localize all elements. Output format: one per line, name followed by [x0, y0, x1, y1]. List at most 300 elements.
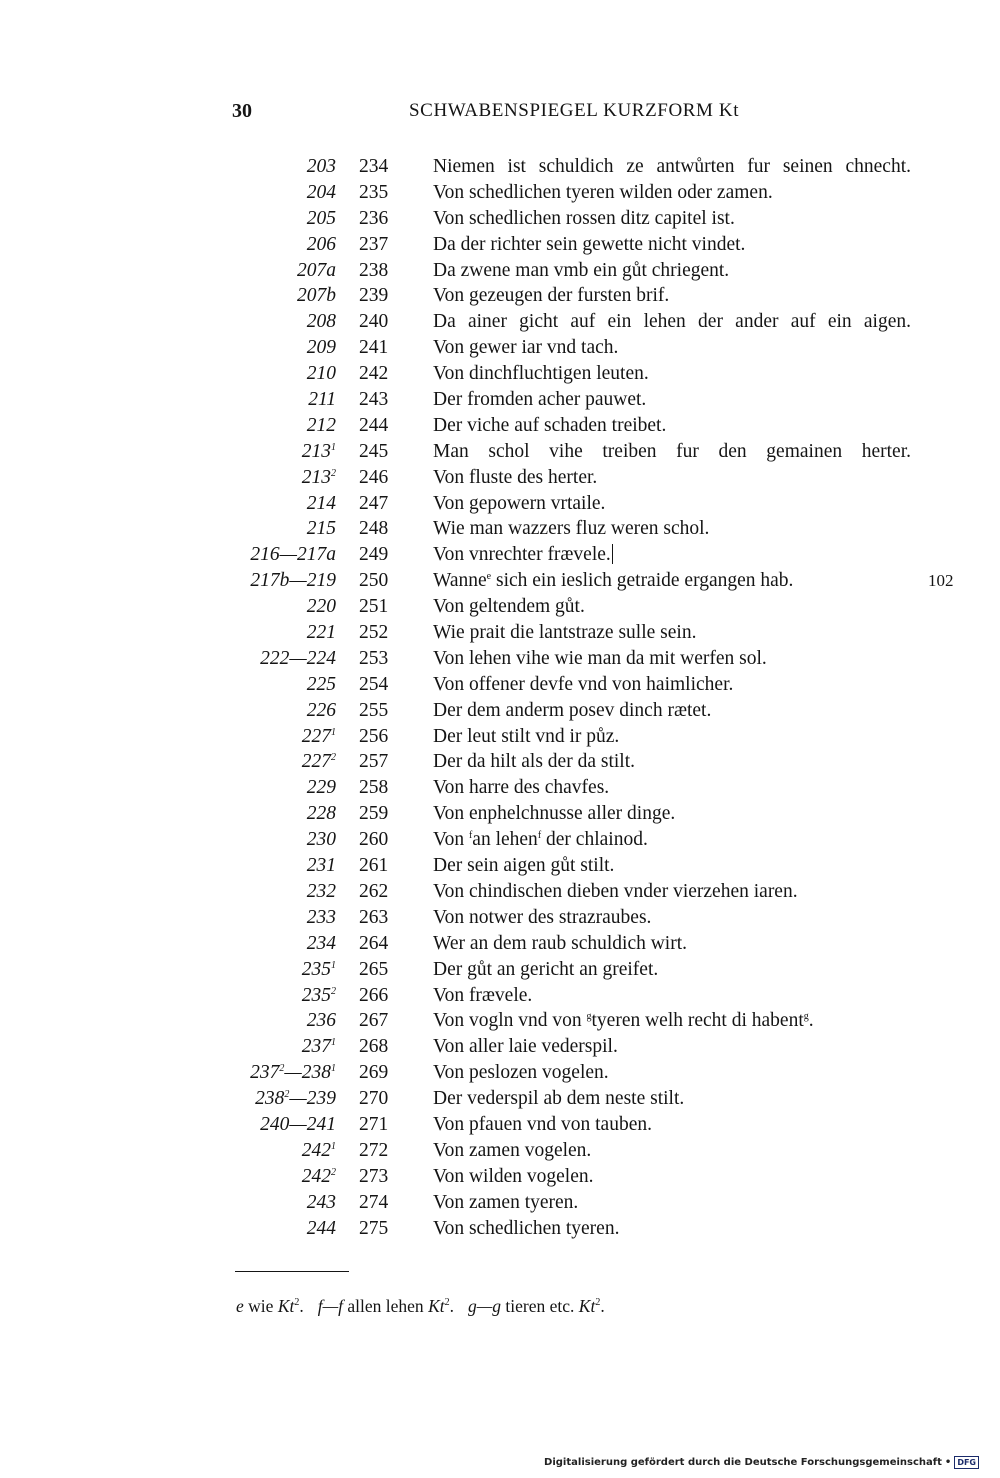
chapter-number: 250	[359, 570, 389, 592]
footnote-end: .	[600, 1296, 605, 1316]
chapter-title-text: Da der richter sein gewette nicht vindet.	[433, 233, 746, 255]
source-chapter-superscript: 2	[331, 985, 336, 997]
footnote	[468, 1296, 605, 1316]
source-chapter-number	[307, 491, 336, 517]
chapter-title	[433, 646, 767, 672]
funding-notice-text: Digitalisierung gefördert durch die Deutsche Forschungsgemeinschaft	[544, 1456, 942, 1468]
footnote	[236, 1296, 304, 1316]
list-item	[0, 361, 1000, 387]
chapter-title	[433, 387, 646, 413]
source-chapter-main: 211	[308, 389, 336, 411]
chapter-number: 268	[359, 1036, 389, 1058]
footnote-reference-superscript: 2	[595, 1297, 601, 1308]
chapter-title	[433, 620, 696, 646]
chapter-title-prefix: Von vogln vnd von	[433, 1010, 587, 1032]
chapter-title	[433, 1060, 609, 1086]
list-item	[0, 1060, 1000, 1086]
source-chapter-number	[307, 879, 336, 905]
list-item	[0, 724, 1000, 750]
source-chapter-main: 208	[306, 311, 336, 333]
chapter-title-text: Von fluste des herter.	[433, 466, 598, 488]
source-chapter-number	[255, 1086, 336, 1112]
source-chapter-number	[307, 672, 336, 698]
chapter-number: 235	[359, 181, 389, 203]
source-chapter-main: 234	[306, 932, 336, 954]
source-chapter-main: 210	[306, 363, 336, 385]
footnote-text: wie	[243, 1296, 278, 1316]
chapter-number: 254	[359, 673, 389, 695]
source-chapter-main: 242	[301, 1139, 331, 1161]
chapter-title-text: Wer an dem raub schuldich wirt.	[433, 932, 688, 954]
list-item	[0, 180, 1000, 206]
chapter-title-prefix: Von	[433, 829, 469, 851]
source-chapter-main: 226	[306, 699, 336, 721]
chapter-number: 249	[359, 544, 389, 566]
source-chapter-range: —239	[289, 1088, 336, 1110]
source-chapter-main: 216—217a	[250, 544, 336, 566]
chapter-title	[433, 232, 745, 258]
chapter-title-text: Von gewer iar vnd tach.	[433, 337, 619, 359]
chapter-title-text: sich ein ieslich getraide ergangen hab.	[491, 570, 794, 592]
source-chapter-main: 233	[306, 906, 336, 928]
source-chapter-number	[250, 1060, 336, 1086]
source-chapter-main: 242	[301, 1165, 331, 1187]
source-chapter-main: 206	[306, 233, 336, 255]
list-item	[0, 516, 1000, 542]
source-chapter-number	[297, 283, 336, 309]
source-chapter-number	[307, 1216, 336, 1242]
chapter-number: 243	[359, 389, 389, 411]
footnote-rule	[235, 1271, 349, 1272]
chapter-title	[433, 154, 911, 180]
page-number: 30	[232, 100, 252, 122]
list-item	[0, 983, 1000, 1009]
chapter-title-text: an lehen	[472, 829, 538, 851]
chapter-number: 252	[359, 622, 389, 644]
source-chapter-main: 227	[301, 751, 331, 773]
source-chapter-main: 222—224	[260, 647, 336, 669]
chapter-number: 244	[359, 414, 389, 436]
list-item	[0, 568, 1000, 594]
chapter-number: 256	[359, 725, 389, 747]
chapter-number: 272	[359, 1139, 389, 1161]
chapter-title	[433, 1112, 652, 1138]
source-chapter-main: 237	[250, 1062, 280, 1084]
source-chapter-superscript: 1	[331, 726, 336, 738]
list-item	[0, 154, 1000, 180]
list-item	[0, 413, 1000, 439]
chapter-title-text: Von enphelchnusse aller dinge.	[433, 803, 676, 825]
chapter-title	[433, 698, 711, 724]
chapter-number: 264	[359, 932, 389, 954]
chapter-number: 263	[359, 906, 389, 928]
footnote-reference: Kt	[277, 1296, 295, 1316]
list-item	[0, 542, 1000, 568]
chapter-title	[433, 439, 911, 465]
footnote-mark: e	[236, 1296, 244, 1316]
chapter-title-text: Von frævele.	[433, 984, 533, 1006]
chapter-title-text: Der fromden acher pauwet.	[433, 389, 647, 411]
footnote-reference-superscript: 2	[294, 1297, 300, 1308]
source-chapter-number	[302, 957, 336, 983]
chapter-title-text: Von chindischen dieben vnder vierzehen iaren.	[433, 880, 798, 902]
list-item	[0, 853, 1000, 879]
source-chapter-main: 205	[306, 207, 336, 229]
source-chapter-number	[250, 542, 336, 568]
chapter-title	[433, 931, 687, 957]
chapter-number: 273	[359, 1165, 389, 1187]
list-item	[0, 1008, 1000, 1034]
chapter-title-text: Von offener devfe vnd von haimlicher.	[433, 673, 734, 695]
chapter-title-prefix: Wanne	[433, 570, 487, 592]
source-chapter-main: 240—241	[260, 1113, 336, 1135]
source-chapter-superscript: 1	[331, 441, 336, 453]
footnote-reference-superscript: 2	[444, 1297, 450, 1308]
chapter-title-text: Von peslozen vogelen.	[433, 1062, 609, 1084]
chapter-number: 239	[359, 285, 389, 307]
footnote-mark: g—g	[467, 1296, 502, 1316]
chapter-title-text: Von vnrechter frævele.	[433, 544, 611, 566]
source-chapter-main: 214	[306, 492, 336, 514]
funding-notice	[544, 1452, 979, 1472]
source-chapter-number	[307, 232, 336, 258]
chapter-number: 240	[359, 311, 389, 333]
footnotes	[236, 1296, 619, 1317]
source-chapter-number	[302, 465, 336, 491]
list-item	[0, 620, 1000, 646]
chapter-number: 246	[359, 466, 389, 488]
source-chapter-number	[307, 180, 336, 206]
chapter-title	[433, 1190, 578, 1216]
chapter-title	[433, 465, 597, 491]
source-chapter-number	[307, 335, 336, 361]
chapter-number: 234	[359, 156, 389, 177]
chapter-title-text: Von zamen tyeren.	[433, 1191, 579, 1213]
footnote-text: tieren etc.	[501, 1296, 579, 1316]
chapter-title-text: Der viche auf schaden treibet.	[433, 414, 667, 436]
list-item	[0, 232, 1000, 258]
footnote-marker: g	[586, 1011, 592, 1023]
source-chapter-main: 228	[306, 803, 336, 825]
source-chapter-main: 244	[306, 1217, 336, 1239]
source-chapter-main: 203	[306, 156, 336, 177]
footnote-reference: Kt	[428, 1296, 445, 1316]
source-chapter-main: 217b—219	[250, 570, 336, 592]
chapter-number: 270	[359, 1088, 389, 1110]
chapter-title	[433, 983, 532, 1009]
source-chapter-main: 209	[306, 337, 336, 359]
chapter-title	[433, 801, 675, 827]
chapter-number: 275	[359, 1217, 389, 1239]
source-chapter-number	[307, 775, 336, 801]
source-chapter-number	[307, 1008, 336, 1034]
chapter-title	[433, 1164, 594, 1190]
chapter-number: 237	[359, 233, 389, 255]
list-item	[0, 335, 1000, 361]
source-chapter-number	[307, 620, 336, 646]
source-chapter-superscript: 1	[331, 1037, 336, 1049]
source-chapter-number	[307, 154, 336, 180]
chapter-title-text: Der da hilt als der da stilt.	[433, 751, 635, 773]
list-item	[0, 283, 1000, 309]
chapter-title	[433, 180, 773, 206]
list-item	[0, 827, 1000, 853]
source-chapter-main: 230	[306, 829, 336, 851]
source-chapter-superscript: 2	[331, 752, 336, 764]
chapter-title-suffix: der chlainod.	[541, 829, 648, 851]
source-chapter-number	[307, 931, 336, 957]
footnote-marker: e	[486, 571, 492, 583]
source-chapter-number	[302, 749, 336, 775]
chapter-title	[433, 879, 798, 905]
chapter-title-text: Der dem anderm posev dinch rætet.	[433, 699, 712, 721]
list-item	[0, 1190, 1000, 1216]
chapter-title-text: Wie man wazzers fluz weren schol.	[433, 518, 710, 540]
footnote-marker: f	[537, 830, 542, 842]
chapter-title-text: Niemen ist schuldich ze antwůrten fur seinen chnecht.	[433, 156, 911, 177]
source-chapter-number	[260, 1112, 336, 1138]
list-item	[0, 1112, 1000, 1138]
list-item	[0, 594, 1000, 620]
chapter-title	[433, 361, 649, 387]
source-chapter-superscript: 2	[331, 467, 336, 479]
source-chapter-number	[307, 698, 336, 724]
source-chapter-main: 231	[306, 855, 336, 877]
source-chapter-number	[302, 983, 336, 1009]
source-chapter-superscript: 1	[331, 1140, 336, 1152]
source-chapter-main: 207a	[297, 259, 336, 281]
source-chapter-main: 213	[301, 440, 331, 462]
source-chapter-number	[302, 724, 336, 750]
margin-page-reference: 102	[928, 571, 954, 591]
chapter-title-text: Von zamen vogelen.	[433, 1139, 592, 1161]
chapter-title	[433, 491, 605, 517]
source-chapter-number	[307, 516, 336, 542]
chapter-title-text: Von aller laie vederspil.	[433, 1036, 618, 1058]
source-chapter-number	[307, 1190, 336, 1216]
list-item	[0, 1164, 1000, 1190]
list-item	[0, 1138, 1000, 1164]
list-item	[0, 1034, 1000, 1060]
list-item	[0, 646, 1000, 672]
chapter-title-text: Von schedlichen tyeren wilden oder zamen.	[433, 181, 773, 203]
source-chapter-main: 229	[306, 777, 336, 799]
source-chapter-main: 227	[301, 725, 331, 747]
chapter-title-text: Von notwer des strazraubes.	[433, 906, 652, 928]
chapter-title-text: Von schedlichen tyeren.	[433, 1217, 620, 1239]
list-item	[0, 775, 1000, 801]
chapter-title-text: Der sein aigen gůt stilt.	[433, 855, 615, 877]
source-chapter-superscript: 2	[331, 1166, 336, 1178]
source-chapter-main: 243	[306, 1191, 336, 1213]
source-chapter-number	[250, 568, 336, 594]
chapter-number: 274	[359, 1191, 389, 1213]
source-chapter-number	[307, 801, 336, 827]
running-title: SCHWABENSPIEGEL KURZFORM Kt	[409, 100, 740, 121]
chapter-title	[433, 1216, 619, 1242]
list-item	[0, 1086, 1000, 1112]
source-chapter-number	[302, 1034, 336, 1060]
list-item	[0, 698, 1000, 724]
chapter-title	[433, 568, 793, 594]
chapter-number: 267	[359, 1010, 389, 1032]
source-chapter-main: 220	[306, 596, 336, 618]
chapter-title-text: Man schol vihe treiben fur den gemainen herter.	[433, 440, 911, 462]
list-item	[0, 387, 1000, 413]
footnote-end: .	[449, 1296, 454, 1316]
chapter-number: 261	[359, 855, 389, 877]
source-chapter-main: 238	[255, 1088, 285, 1110]
source-chapter-number	[307, 853, 336, 879]
chapter-title	[433, 206, 735, 232]
chapter-title-suffix: .	[808, 1010, 814, 1032]
chapter-title	[433, 672, 733, 698]
source-chapter-main: 204	[306, 181, 336, 203]
chapter-number: 257	[359, 751, 389, 773]
chapter-number: 269	[359, 1062, 389, 1084]
chapter-title	[433, 542, 613, 568]
source-chapter-number	[308, 387, 336, 413]
chapter-title-text: Von wilden vogelen.	[433, 1165, 594, 1187]
chapter-title	[433, 724, 619, 750]
source-chapter-main: 207b	[297, 285, 336, 307]
chapter-title	[433, 309, 911, 335]
chapter-title	[433, 749, 635, 775]
list-item	[0, 801, 1000, 827]
list-item	[0, 491, 1000, 517]
chapter-number: 253	[359, 647, 389, 669]
source-chapter-superscript: 2	[279, 1063, 285, 1075]
chapter-number: 251	[359, 596, 389, 618]
page-header	[0, 100, 1000, 130]
chapter-title	[433, 1138, 591, 1164]
chapter-title-text: Von gepowern vrtaile.	[433, 492, 606, 514]
list-item	[0, 465, 1000, 491]
list-item	[0, 957, 1000, 983]
chapter-number: 259	[359, 803, 389, 825]
chapter-title	[433, 1034, 618, 1060]
footnote-mark: f—f	[317, 1296, 344, 1316]
chapter-title	[433, 283, 669, 309]
chapter-number: 255	[359, 699, 389, 721]
source-chapter-main: 225	[306, 673, 336, 695]
chapter-title	[433, 905, 651, 931]
source-chapter-main: 236	[306, 1010, 336, 1032]
chapter-number: 241	[359, 337, 389, 359]
source-chapter-superscript: 2	[284, 1089, 290, 1101]
chapter-title-text: Von lehen vihe wie man da mit werfen sol.	[433, 647, 767, 669]
chapter-title-text: Wie prait die lantstraze sulle sein.	[433, 622, 697, 644]
list-item	[0, 879, 1000, 905]
source-chapter-main: 232	[306, 880, 336, 902]
chapter-number: 236	[359, 207, 389, 229]
chapter-title	[433, 335, 618, 361]
chapter-number: 242	[359, 363, 389, 385]
chapter-number: 266	[359, 984, 389, 1006]
chapter-title	[433, 775, 609, 801]
chapter-title-text: Von schedlichen rossen ditz capitel ist.	[433, 207, 735, 229]
source-chapter-number	[260, 646, 336, 672]
chapter-title-text: tyeren welh recht di habent	[591, 1010, 804, 1032]
list-item	[0, 206, 1000, 232]
chapter-number: 262	[359, 880, 389, 902]
source-chapter-main: 235	[301, 958, 331, 980]
source-chapter-number	[307, 206, 336, 232]
chapter-title-text: Von geltendem gůt.	[433, 596, 585, 618]
source-chapter-number	[307, 905, 336, 931]
source-chapter-number	[302, 439, 336, 465]
source-chapter-number	[297, 258, 336, 284]
list-item	[0, 1216, 1000, 1242]
footnote-marker: f	[468, 830, 473, 842]
chapter-number: 258	[359, 777, 389, 799]
list-item	[0, 931, 1000, 957]
chapter-title-text: Der leut stilt vnd ir půz.	[433, 725, 620, 747]
list-item	[0, 672, 1000, 698]
chapter-number: 248	[359, 518, 389, 540]
source-chapter-number	[307, 309, 336, 335]
chapter-title	[433, 827, 648, 853]
chapter-number: 265	[359, 958, 389, 980]
chapter-title-text: Da ainer gicht auf ein lehen der ander auf ein aigen.	[433, 311, 911, 333]
list-item	[0, 439, 1000, 465]
source-chapter-main: 221	[306, 622, 336, 644]
source-chapter-number	[307, 827, 336, 853]
list-item	[0, 258, 1000, 284]
source-chapter-number	[302, 1138, 336, 1164]
footnote-marker: g	[803, 1011, 809, 1023]
source-chapter-number	[307, 594, 336, 620]
chapter-title-text: Da zwene man vmb ein gůt chriegent.	[433, 259, 730, 281]
source-chapter-main: 237	[301, 1036, 331, 1058]
chapter-title-text: Der vederspil ab dem neste stilt.	[433, 1088, 685, 1110]
list-item	[0, 749, 1000, 775]
chapter-title-text: Von pfauen vnd von tauben.	[433, 1113, 652, 1135]
chapter-title-text: Der gůt an gericht an greifet.	[433, 958, 659, 980]
chapter-number: 238	[359, 259, 389, 281]
source-chapter-range: —238	[284, 1062, 331, 1084]
source-chapter-number	[307, 361, 336, 387]
chapter-title-text: Von gezeugen der fursten brif.	[433, 285, 670, 307]
footnote-end: .	[299, 1296, 304, 1316]
dfg-logo-icon: DFG	[954, 1456, 979, 1469]
chapter-title	[433, 413, 666, 439]
source-chapter-superscript: 1	[331, 959, 336, 971]
source-chapter-main: 212	[306, 414, 336, 436]
chapter-title	[433, 594, 585, 620]
source-chapter-number	[307, 413, 336, 439]
source-chapter-number	[302, 1164, 336, 1190]
funding-notice-separator: •	[944, 1456, 952, 1468]
chapter-title	[433, 1086, 684, 1112]
source-chapter-main: 235	[301, 984, 331, 1006]
chapter-number: 245	[359, 440, 389, 462]
chapter-title-text: Von dinchfluchtigen leuten.	[433, 363, 649, 385]
chapter-number: 247	[359, 492, 389, 514]
chapter-title	[433, 853, 614, 879]
footnote-reference: Kt	[578, 1296, 596, 1316]
source-chapter-main: 215	[306, 518, 336, 540]
chapter-number: 260	[359, 829, 389, 851]
source-chapter-main: 213	[301, 466, 331, 488]
footnote	[318, 1296, 454, 1316]
chapter-concordance-list	[0, 154, 1000, 1241]
chapter-number: 271	[359, 1113, 389, 1135]
source-chapter-superscript: 1	[331, 1063, 336, 1075]
list-item	[0, 905, 1000, 931]
text-cursor	[612, 544, 613, 564]
chapter-title	[433, 957, 658, 983]
